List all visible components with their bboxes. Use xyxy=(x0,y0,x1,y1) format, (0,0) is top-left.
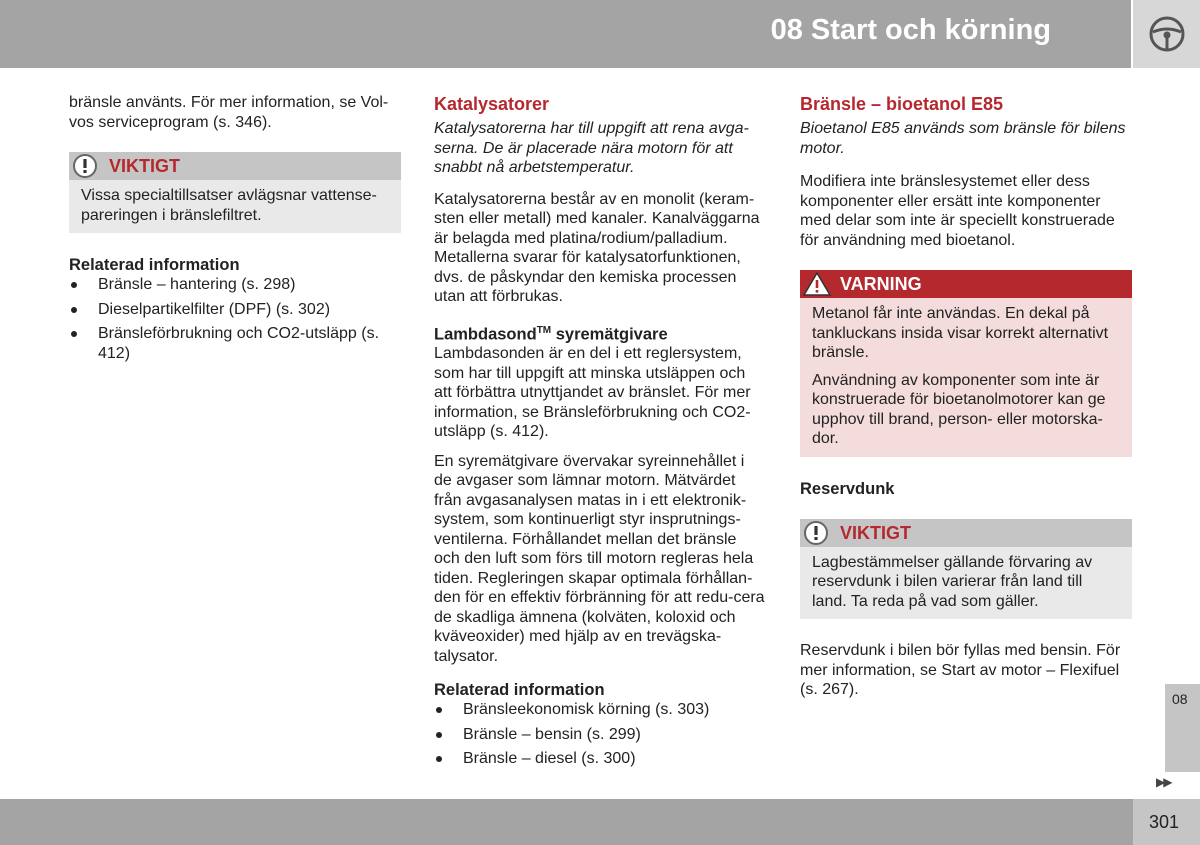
related-link[interactable]: Bränsle – diesel (s. 300) xyxy=(434,749,766,769)
notice-text: Vissa specialtillsatser avlägsnar vattense-pareringen i bränslefiltret. xyxy=(81,187,377,224)
double-chevron-right-icon[interactable]: ▶▶ xyxy=(1156,775,1171,789)
related-heading: Relaterad information xyxy=(69,256,240,274)
notice-label: VIKTIGT xyxy=(840,522,911,543)
warning-header xyxy=(800,270,1132,298)
section-heading: Bränsle – bioetanol E85 xyxy=(800,94,1004,114)
related-heading: Relaterad information xyxy=(434,681,605,699)
notice-body xyxy=(69,180,401,233)
notice-header xyxy=(800,519,1132,547)
chapter-icon-box xyxy=(1133,0,1200,68)
column-2 xyxy=(434,93,766,774)
exclamation-icon xyxy=(802,520,830,546)
sub-heading: Reservdunk xyxy=(800,479,895,498)
paragraph: En syremätgivare övervakar syreinnehållet i de avgaser som lämnar motorn. Mätvärdet från avgasanalysen matas in i ett elektronik-system, som kontinuerligt styr insprutnings-ventilerna. Förhållandet mellan det bränsle och den luft som förs till motorn regleras hela tiden. Regleringen skapar optimala förhållan-den för en effektiv förbränning för att redu-cera de skadliga ämnena (kolväten, koloxid och kväveoxider) med hjälp av en trevägska-talysator. xyxy=(434,452,765,665)
page-number: 301 xyxy=(1149,812,1180,832)
exclamation-icon xyxy=(71,153,99,179)
bullet-icon xyxy=(436,732,442,738)
related-link[interactable]: Bränsleförbrukning och CO2-utsläpp (s. 412) xyxy=(69,324,401,363)
warning-label: VARNING xyxy=(840,274,922,294)
chapter-title: 08 Start och körning xyxy=(770,14,1051,46)
column-3 xyxy=(800,93,1132,710)
related-link[interactable]: Bränsleekonomisk körning (s. 303) xyxy=(434,700,766,720)
related-list xyxy=(69,275,401,363)
warning-text: Metanol får inte användas. En dekal på tankluckans insida visar korrekt alternativt bränsle. xyxy=(812,305,1109,361)
page-header xyxy=(0,0,1131,68)
paragraph: Lambdasonden är en del i ett reglersystem, som har till uppgift att minska utsläppen och att förbättra utnyttjandet av bränslet. För mer information, se Bränsleförbrukning och CO2-utsläpp (s. 412). xyxy=(434,345,751,440)
important-notice xyxy=(69,152,401,233)
related-link[interactable]: Bränsle – bensin (s. 299) xyxy=(434,725,766,745)
related-link[interactable]: Bränsle – hantering (s. 298) xyxy=(69,275,401,295)
notice-header xyxy=(69,152,401,180)
paragraph: bränsle använts. För mer information, se Vol-vos serviceprogram (s. 346). xyxy=(69,94,389,131)
bullet-icon xyxy=(71,307,77,313)
column-1 xyxy=(69,93,401,368)
page-footer xyxy=(0,799,1200,845)
warning-notice xyxy=(800,270,1132,457)
sub-heading: Lambdasond™ syremätgivare xyxy=(434,324,668,343)
notice-text: Lagbestämmelser gällande förvaring av reservdunk i bilen varierar från land till land. Ta reda på vad som gäller. xyxy=(812,553,1093,610)
notice-label: VIKTIGT xyxy=(109,156,180,176)
paragraph: Reservdunk i bilen bör fyllas med bensin. För mer information, se Start av motor – Flexifuel (s. 267). xyxy=(800,642,1121,698)
related-list xyxy=(434,700,766,769)
warning-text: Användning av komponenter som inte är konstruerade för bioetanolmotorer kan ge upphov till brand, person- eller motorska-dor. xyxy=(812,371,1106,447)
important-notice xyxy=(800,519,1132,620)
paragraph: Modifiera inte bränslesystemet eller dess komponenter eller ersätt inte komponenter med delar som inte är speciellt konstruerade för användning med bioetanol. xyxy=(800,173,1115,249)
chapter-tab-label: 08 xyxy=(1172,691,1188,707)
warning-triangle-icon xyxy=(802,271,832,297)
intro-text: Katalysatorerna har till uppgift att rena avga-serna. De är placerade nära motorn för att snabbt nå arbetstemperatur. xyxy=(434,120,749,176)
intro-text: Bioetanol E85 används som bränsle för bilens motor. xyxy=(800,120,1126,157)
bullet-icon xyxy=(436,756,442,762)
warning-body xyxy=(800,298,1132,457)
steering-wheel-icon xyxy=(1148,15,1186,53)
related-link[interactable]: Dieselpartikelfilter (DPF) (s. 302) xyxy=(69,300,401,320)
bullet-icon xyxy=(71,282,77,288)
bullet-icon xyxy=(436,707,442,713)
paragraph: Katalysatorerna består av en monolit (keram-sten eller metall) med kanaler. Kanalväggarna är belagda med platina/rodium/palladium. Metallerna svarar för katalysatorfunktionen, dvs. de påskyndar den kemiska processen utan att förbrukas. xyxy=(434,190,760,305)
section-heading: Katalysatorer xyxy=(434,94,550,114)
chapter-side-tab[interactable] xyxy=(1165,684,1200,772)
bullet-icon xyxy=(71,331,77,337)
notice-body xyxy=(800,547,1132,620)
